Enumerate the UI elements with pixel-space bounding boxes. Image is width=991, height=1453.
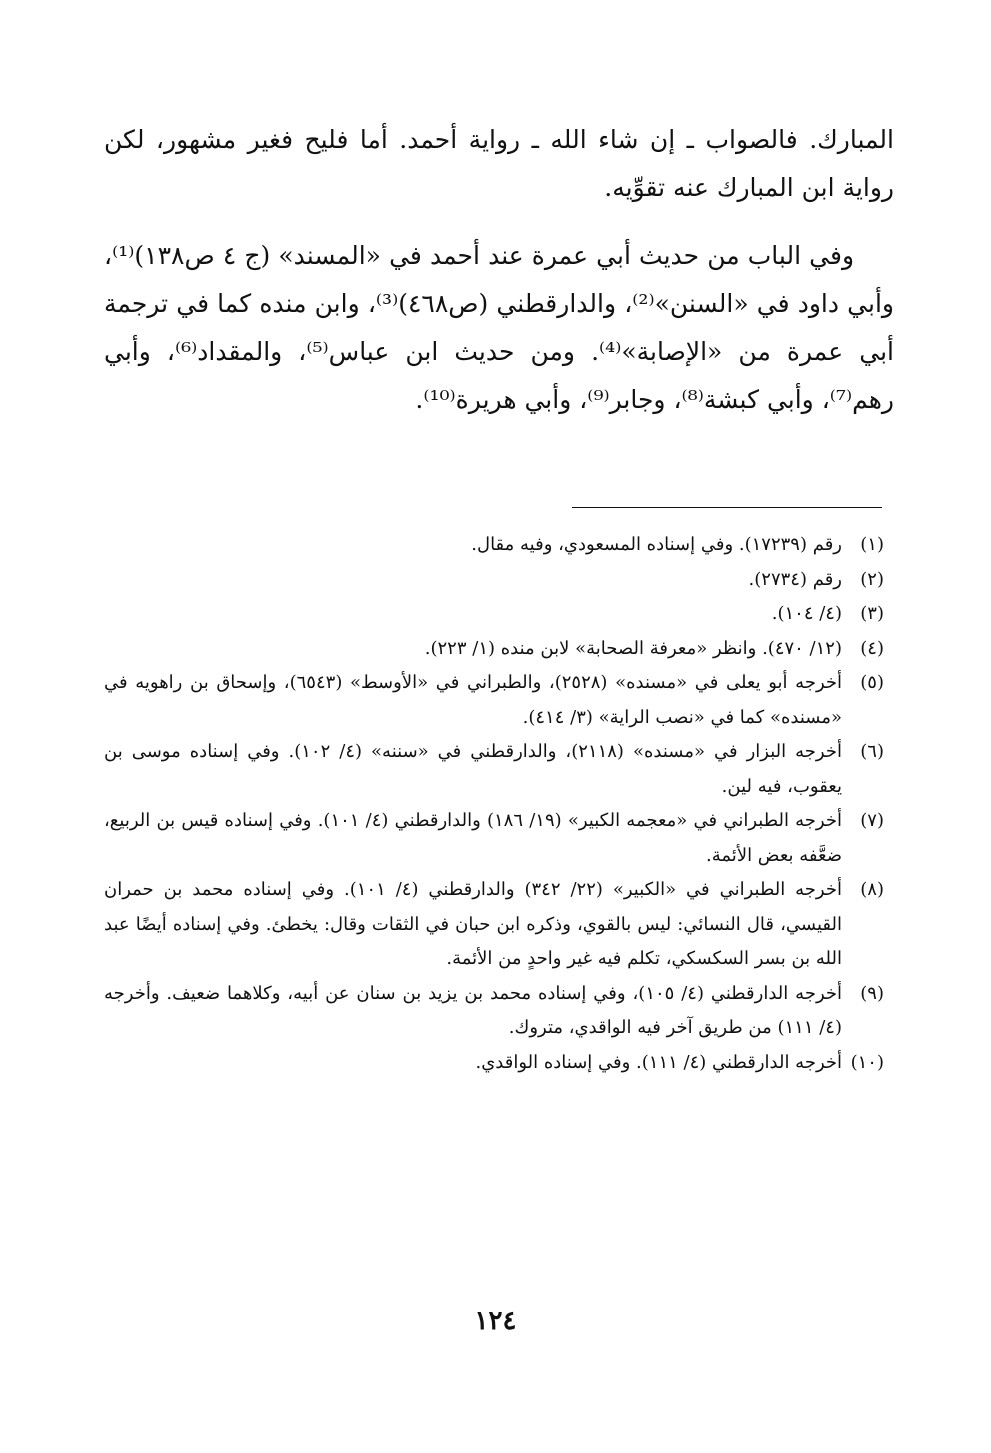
footnote-2 xyxy=(104,563,884,598)
footnote-text: (٤/ ١٠٤). xyxy=(771,603,842,624)
footnote-number: (١٠) xyxy=(850,1051,884,1073)
footnotes xyxy=(104,528,884,1080)
footnote-number: (٥) xyxy=(860,672,884,693)
footnote-number: (٢) xyxy=(860,568,884,590)
footnote-4 xyxy=(104,632,884,667)
footnote-7 xyxy=(104,804,884,873)
footnote-1 xyxy=(104,528,884,563)
footnote-text: أخرجه البزار في «مسنده» (٢١١٨)، والدارقطني في «سننه» (٤/ ١٠٢). وفي إسناده موسى بن يعقوب، فيه لين. xyxy=(104,741,842,797)
main-text xyxy=(104,116,894,424)
page-number: ١٢٤ xyxy=(474,1306,517,1336)
footnote-number: (٦) xyxy=(860,741,884,762)
footnote-5 xyxy=(104,666,884,735)
footnote-text: رقم (١٧٢٣٩). وفي إسناده المسعودي، وفيه مقال. xyxy=(471,534,842,555)
footnote-10 xyxy=(104,1046,884,1081)
footnote-number: (٩) xyxy=(860,982,884,1004)
footnote-number: (٣) xyxy=(860,603,884,624)
footnote-text: أخرجه الدارقطني (٤/ ١١١). وفي إسناده الواقدي. xyxy=(475,1051,842,1073)
footnote-text: أخرجه أبو يعلى في «مسنده» (٢٥٢٨)، والطبراني في «الأوسط» (٦٥٤٣)، وإسحاق بن راهويه في «مسنده» كما في «نصب الراية» (٣/ ٤١٤). xyxy=(104,672,843,728)
footnote-text: أخرجه الطبراني في «الكبير» (٢٢/ ٣٤٢) والدارقطني (٤/ ١٠١). وفي إسناده محمد بن حمران القيسي، قال النسائي: ليس بالقوي، وذكره ابن حبان في الثقات وقال: يخطئ. وفي إسناده أيضًا عبد الله بن بسر السكسكي، تكلم فيه غير واحدٍ من الأئمة. xyxy=(104,879,842,969)
footnote-number: (١) xyxy=(860,534,884,555)
footnote-number: (٧) xyxy=(860,810,884,831)
footnote-text: أخرجه الدارقطني (٤/ ١٠٥)، وفي إسناده محمد بن يزيد بن سنان عن أبيه، وكلاهما ضعيف. وأخرجه (٤/ ١١١) من طريق آخر فيه الواقدي، متروك. xyxy=(104,982,843,1038)
footnote-8 xyxy=(104,873,884,977)
footnote-3 xyxy=(104,597,884,632)
footnote-text: أخرجه الطبراني في «معجمه الكبير» (١٩/ ١٨٦) والدارقطني (٤/ ١٠١). وفي إسناده قيس بن الربيع، ضعَّفه بعض الأئمة. xyxy=(104,810,842,866)
footnote-number: (٨) xyxy=(860,879,884,900)
footnote-9 xyxy=(104,977,884,1046)
footnote-separator xyxy=(572,507,882,508)
paragraph-1: المبارك. فالصواب ـ إن شاء الله ـ رواية أحمد. أما فليح فغير مشهور، لكن رواية ابن المبارك عنه تقوِّيه. xyxy=(104,125,894,202)
footnote-number: (٤) xyxy=(860,637,884,659)
footnote-text: (١٢/ ٤٧٠). وانظر «معرفة الصحابة» لابن منده (١/ ٢٢٣). xyxy=(424,637,842,659)
footnote-6 xyxy=(104,735,884,804)
paragraph-2: وفي الباب من حديث أبي عمرة عند أحمد في «المسند» (ج ٤ ص١٣٨)⁽¹⁾، وأبي داود في «السنن»⁽²⁾، والدارقطني (ص٤٦٨)⁽³⁾، وابن منده كما في ترجمة أبي عمرة من «الإصابة»⁽⁴⁾. ومن حديث ابن عباس⁽⁵⁾، والمقداد⁽⁶⁾، وأبي رهم⁽⁷⁾، وأبي كبشة⁽⁸⁾، وجابر⁽⁹⁾، وأبي هريرة⁽¹⁰⁾. xyxy=(104,241,894,414)
footnote-text: رقم (٢٧٣٤). xyxy=(748,568,842,590)
